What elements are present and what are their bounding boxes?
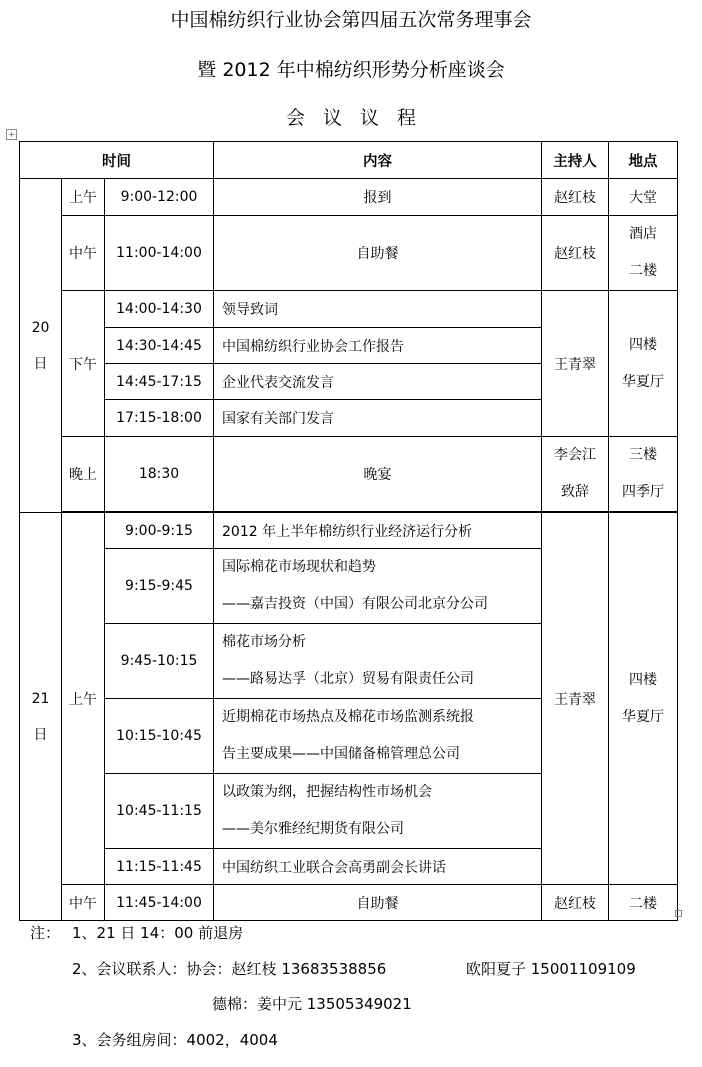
host-line-2: 致辞 — [561, 484, 589, 500]
time-cell: 17:15-18:00 — [105, 400, 214, 437]
time-cell: 14:45-17:15 — [105, 364, 214, 400]
venue-cell: 大堂 — [609, 179, 678, 216]
venue-line-1: 四楼 — [629, 671, 657, 688]
venue-line-2: 四季厅 — [622, 484, 664, 500]
table-row — [20, 437, 678, 512]
time-cell: 14:00-14:30 — [105, 291, 214, 328]
time-cell: 9:00-12:00 — [105, 179, 214, 216]
time-cell: 10:45-11:15 — [105, 774, 214, 849]
period-cell: 晚上 — [62, 437, 105, 512]
note-2b: 欧阳夏子 15001109109 — [466, 960, 636, 978]
venue-line-2: 二楼 — [629, 263, 657, 279]
note-2c: 德棉：姜中元 13505349021 — [212, 995, 412, 1013]
content-cell: 晚宴 — [214, 437, 542, 512]
time-cell: 9:15-9:45 — [105, 549, 214, 624]
time-cell: 9:00-9:15 — [105, 513, 214, 549]
content-cell — [214, 624, 542, 699]
table-row — [20, 216, 678, 291]
content-cell: 自助餐 — [214, 885, 542, 921]
header-host: 主持人 — [542, 142, 609, 179]
title-line-2: 暨 2012 年中棉纺织形势分析座谈会 — [197, 59, 505, 81]
content-cell — [214, 549, 542, 624]
content-line-2: 告主要成果——中国储备棉管理总公司 — [222, 746, 460, 762]
day-21-num: 21 — [31, 690, 50, 707]
period-cell: 上午 — [62, 179, 105, 216]
host-cell: 赵红枝 — [542, 885, 609, 921]
content-line-2: ——嘉吉投资（中国）有限公司北京分公司 — [222, 596, 488, 612]
host-line-1: 李会江 — [554, 447, 596, 463]
content-cell: 自助餐 — [214, 216, 542, 291]
content-cell: 中国纺织工业联合会高勇副会长讲话 — [214, 849, 542, 885]
time-cell: 14:30-14:45 — [105, 328, 214, 364]
venue-cell — [609, 291, 678, 437]
time-cell: 9:45-10:15 — [105, 624, 214, 699]
table-row — [20, 291, 678, 328]
table-resize-handle-icon[interactable] — [675, 910, 682, 917]
header-venue: 地点 — [609, 142, 678, 179]
content-cell: 中国棉纺织行业协会工作报告 — [214, 328, 542, 364]
content-cell: 企业代表交流发言 — [214, 364, 542, 400]
content-line-1: 国际棉花市场现状和趋势 — [222, 559, 376, 575]
day-20-cell — [20, 179, 62, 513]
content-line-1: 以政策为纲，把握结构性市场机会 — [222, 784, 432, 800]
venue-cell — [609, 216, 678, 291]
time-cell: 11:15-11:45 — [105, 849, 214, 885]
venue-line-1: 四楼 — [629, 336, 657, 353]
content-cell: 报到 — [214, 179, 542, 216]
host-cell: 王青翠 — [542, 291, 609, 437]
notes-prefix: 注： — [30, 924, 61, 942]
day-20-unit: 日 — [33, 355, 48, 372]
host-cell — [542, 437, 609, 512]
title-line-3: 会议议程 — [285, 107, 434, 129]
content-cell: 领导致词 — [214, 291, 542, 328]
table-move-handle-icon[interactable]: + — [6, 129, 17, 140]
venue-line-1: 酒店 — [629, 226, 657, 242]
host-cell: 王青翠 — [542, 513, 609, 885]
content-cell: 国家有关部门发言 — [214, 400, 542, 437]
content-line-1: 近期棉花市场热点及棉花市场监测系统报 — [222, 709, 474, 725]
table-row — [20, 179, 678, 216]
note-1: 1、21 日 14：00 前退房 — [72, 924, 244, 942]
time-cell: 11:45-14:00 — [105, 885, 214, 921]
period-cell: 上午 — [62, 513, 105, 885]
time-cell: 11:00-14:00 — [105, 216, 214, 291]
venue-line-2: 华夏厅 — [622, 373, 664, 390]
content-cell: 2012 年上半年棉纺织行业经济运行分析 — [214, 513, 542, 549]
venue-cell: 二楼 — [609, 885, 678, 921]
period-cell: 中午 — [62, 885, 105, 921]
venue-line-2: 华夏厅 — [622, 708, 664, 725]
header-time: 时间 — [20, 142, 214, 179]
header-content: 内容 — [214, 142, 542, 179]
agenda-table — [19, 141, 678, 921]
period-cell: 下午 — [62, 291, 105, 437]
content-cell — [214, 774, 542, 849]
time-cell: 10:15-10:45 — [105, 699, 214, 774]
host-cell: 赵红枝 — [542, 179, 609, 216]
day-21-unit: 日 — [33, 726, 48, 743]
content-cell — [214, 699, 542, 774]
note-3: 3、会务组房间：4002，4004 — [72, 1031, 278, 1049]
day-20-num: 20 — [31, 319, 50, 336]
content-line-2: ——路易达孚（北京）贸易有限责任公司 — [222, 671, 474, 687]
note-2a: 2、会议联系人：协会：赵红枝 13683538856 — [72, 960, 387, 978]
title-line-1: 中国棉纺织行业协会第四届五次常务理事会 — [170, 9, 532, 31]
content-line-1: 棉花市场分析 — [222, 634, 306, 650]
venue-cell — [609, 437, 678, 512]
table-header-row — [20, 142, 678, 179]
time-cell: 18:30 — [105, 437, 214, 512]
table-row — [20, 513, 678, 549]
day-21-cell — [20, 513, 62, 921]
venue-cell — [609, 513, 678, 885]
host-cell: 赵红枝 — [542, 216, 609, 291]
content-line-2: ——美尔雅经纪期货有限公司 — [222, 821, 404, 837]
period-cell: 中午 — [62, 216, 105, 291]
venue-line-1: 三楼 — [629, 447, 657, 463]
